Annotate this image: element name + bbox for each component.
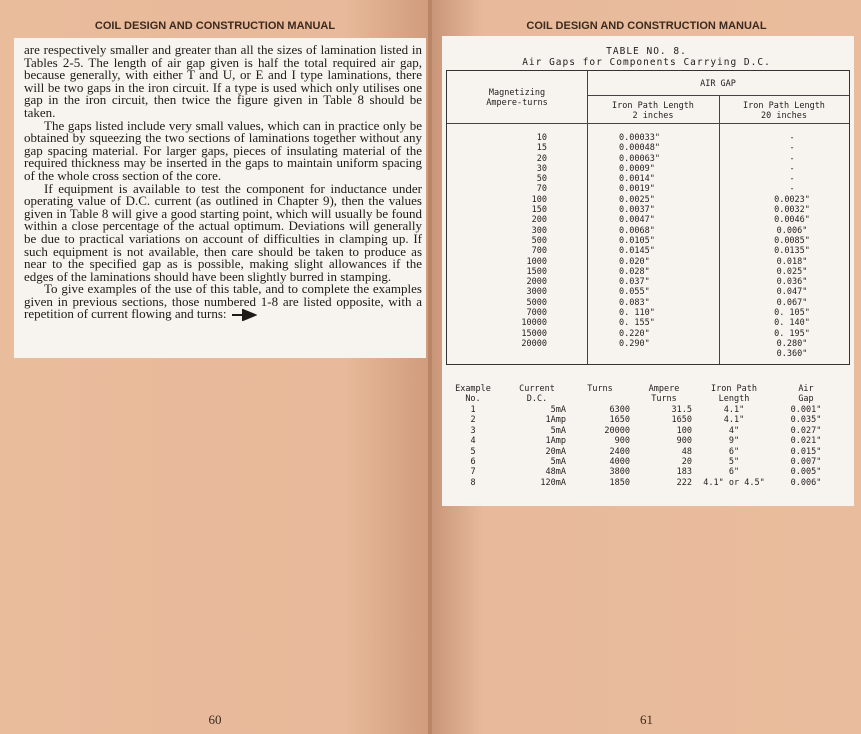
examples-col-header: Example No. xyxy=(455,384,491,404)
examples-cell: 0.015" xyxy=(790,446,822,457)
examples-cell: 20mA xyxy=(545,446,566,457)
table-cell: 0.025" xyxy=(776,266,808,277)
table-cell: 10000 xyxy=(521,318,547,329)
col-header-2-inches: Iron Path Length 2 inches xyxy=(612,101,694,121)
examples-cell: 1850 xyxy=(609,477,630,488)
table-cell: 7000 xyxy=(526,308,547,319)
examples-table xyxy=(446,372,850,502)
table-cell: 0.047" xyxy=(776,287,808,298)
examples-cell: 4 xyxy=(470,436,476,447)
table-cell: 0.00048" xyxy=(619,143,660,154)
examples-cell: 1Amp xyxy=(545,415,566,426)
examples-cell: 5mA xyxy=(550,425,566,436)
examples-cell: 222 xyxy=(676,477,692,488)
table-title: TABLE NO. 8. xyxy=(606,46,687,57)
table-cell: 0.0019" xyxy=(619,184,655,195)
paragraph-4-text: To give examples of the use of this table, and to complete the examples given in previous sections, those numbered 1-8 are listed opposite, with a repetition of current flowing and turns: xyxy=(24,281,422,322)
table-cell: 300 xyxy=(531,225,547,236)
examples-cell: 8 xyxy=(470,477,476,488)
table-cell: 2000 xyxy=(526,277,547,288)
examples-cell: 48mA xyxy=(545,467,566,478)
table-cell: 5000 xyxy=(526,297,547,308)
table-cell: 70 xyxy=(536,184,547,195)
table-cell: 0.360" xyxy=(776,349,808,360)
examples-cell: 20 xyxy=(681,457,692,468)
table-cell: 0.0145" xyxy=(619,246,655,257)
examples-cell: 5 xyxy=(470,446,476,457)
examples-cell: 6" xyxy=(728,446,740,457)
table-cell: 0.00063" xyxy=(619,153,660,164)
examples-cell: 0.005" xyxy=(790,467,822,478)
examples-cell: 4000 xyxy=(609,457,630,468)
examples-col-header: Iron Path Length xyxy=(710,384,758,404)
examples-cell: 6300 xyxy=(609,405,630,415)
left-page xyxy=(0,0,430,734)
table-cell: 0.00033" xyxy=(619,133,660,143)
table-cell: 0.290" xyxy=(619,338,650,349)
table-cell: 10 xyxy=(536,133,547,143)
examples-cell: 120mA xyxy=(540,477,566,488)
examples-column xyxy=(776,405,836,488)
col-header-20-inches: Iron Path Length 20 inches xyxy=(743,101,825,121)
table-cell: 30 xyxy=(536,163,547,174)
table-cell: 0.020" xyxy=(619,256,650,267)
examples-cell: 0.001" xyxy=(790,405,822,415)
table-cell: - xyxy=(789,143,795,154)
paragraph-4 xyxy=(24,283,422,321)
table-cell: 0.280" xyxy=(776,338,808,349)
table-8 xyxy=(446,70,850,365)
examples-cell: 20000 xyxy=(604,425,630,436)
table-cell: 15 xyxy=(536,143,547,154)
examples-cell: 4.1" xyxy=(723,405,745,415)
examples-cell: 6" xyxy=(728,467,740,478)
table-cell: - xyxy=(789,184,795,195)
examples-cell: 31.5 xyxy=(671,405,692,415)
right-page xyxy=(432,0,861,734)
examples-column xyxy=(508,405,566,488)
paragraph-2: The gaps listed include very small values, which can in practice only be obtained by squeezing the two sections of laminations together without any gap spacing material. For larger gaps, pieces of insulating material of the required thickness may be inserted in the gaps to maintain uniform spacing of the whole cross section of the core. xyxy=(24,117,422,183)
table-cell: 0.0105" xyxy=(619,235,655,246)
table-cell: 0. 195" xyxy=(774,328,810,339)
examples-cell: 1Amp xyxy=(545,436,566,447)
table-cell: - xyxy=(789,163,795,174)
examples-column xyxy=(446,405,500,488)
examples-cell: 183 xyxy=(676,467,692,478)
group-header-air-gap: AIR GAP xyxy=(700,79,736,89)
table-cell: 0.0023" xyxy=(774,194,810,205)
examples-cell: 0.006" xyxy=(790,477,822,488)
table-cell: 0. 155" xyxy=(619,318,655,329)
table-cell: 1000 xyxy=(526,256,547,267)
arrow-right-icon xyxy=(231,309,257,321)
table-cell: 0.028" xyxy=(619,266,650,277)
table-cell: 50 xyxy=(536,174,547,185)
table-cell: 0.055" xyxy=(619,287,650,298)
table-cell: 0. 110" xyxy=(619,308,655,319)
examples-cell: 0.035" xyxy=(790,415,822,426)
examples-cell: 4" xyxy=(728,425,740,436)
table-cell: 0.0085" xyxy=(774,235,810,246)
examples-cell: 6 xyxy=(470,457,476,468)
examples-cell: 4.1" or 4.5" xyxy=(703,477,765,488)
table-cell: 20 xyxy=(536,153,547,164)
table-cell: 0.0009" xyxy=(619,163,655,174)
examples-cell: 9" xyxy=(728,436,740,447)
examples-cell: 1 xyxy=(470,405,476,415)
running-head-right: COIL DESIGN AND CONSTRUCTION MANUAL xyxy=(526,20,767,32)
table-cell: - xyxy=(789,174,795,185)
table-cell: 0.0014" xyxy=(619,174,655,185)
examples-cell: 3800 xyxy=(609,467,630,478)
examples-cell: 5mA xyxy=(550,457,566,468)
examples-cell: 1650 xyxy=(609,415,630,426)
table-cell: 100 xyxy=(531,194,547,205)
examples-col-header: Turns xyxy=(587,384,613,394)
table-cell: - xyxy=(789,133,795,143)
examples-col-header: Air Gap xyxy=(798,384,814,404)
table-subtitle: Air Gaps for Components Carrying D.C. xyxy=(522,57,771,68)
table-cell: 0.037" xyxy=(619,277,650,288)
table-cell: 0.0037" xyxy=(619,205,655,216)
running-head-left: COIL DESIGN AND CONSTRUCTION MANUAL xyxy=(94,20,336,32)
examples-col-header: Ampere Turns xyxy=(648,384,680,404)
examples-cell: 3 xyxy=(470,425,476,436)
table-cell: 0.0032" xyxy=(774,205,810,216)
examples-column xyxy=(636,405,692,488)
table-cell: 0.083" xyxy=(619,297,650,308)
table-cell: 0.0047" xyxy=(619,215,655,226)
paragraph-1: are respectively smaller and greater than all the sizes of lamination listed in Tables 2-5. The length of air gap given is half the total required air gap, because generally, with either T and U, or E and I type laminations, there will be two gaps in the iron circuit. If a type is used which only utilises one gap in the iron circuit, then twice the figure given in Table 8 should be taken. xyxy=(24,42,422,120)
left-body-text xyxy=(24,44,422,321)
table-cell: 0.0068" xyxy=(619,225,655,236)
examples-cell: 900 xyxy=(676,436,692,447)
page-number-right: 61 xyxy=(640,712,653,727)
table-cell: 0.0025" xyxy=(619,194,655,205)
examples-cell: 5mA xyxy=(550,405,566,415)
examples-cell: 5" xyxy=(728,457,740,468)
examples-column xyxy=(570,405,630,488)
examples-cell: 900 xyxy=(614,436,630,447)
examples-column xyxy=(696,405,772,488)
table-cell: 0.0046" xyxy=(774,215,810,226)
examples-cell: 0.007" xyxy=(790,457,822,468)
table-cell: 0.067" xyxy=(776,297,808,308)
examples-cell: 7 xyxy=(470,467,476,478)
table-cell: 150 xyxy=(531,205,547,216)
table-cell: 1500 xyxy=(526,266,547,277)
examples-cell: 0.021" xyxy=(790,436,822,447)
examples-cell: 100 xyxy=(676,425,692,436)
table-cell: 3000 xyxy=(526,287,547,298)
examples-cell: 2400 xyxy=(609,446,630,457)
table-cell: 0. 140" xyxy=(774,318,810,329)
column-ampere-turns xyxy=(487,133,547,349)
col-header-ampere-turns: Magnetizing Ampere-turns xyxy=(486,88,548,108)
table-cell: 700 xyxy=(531,246,547,257)
paragraph-3: If equipment is available to test the component for inductance under operating value of D.C. current (as outlined in Chapter 9), then the values given in Table 8 will give a good starting point, which will usually be found within a close percentage of the actual optimum. Deviations will generally be due to practical variations on account of difficulties in clamping up. If such equipment is not available, then care should be taken to produce as near to the specified gap as is possible, making slight allowances if the edges of the laminations should have been slightly burred in stamping. xyxy=(24,180,422,284)
column-gap-2-inches xyxy=(619,133,709,349)
examples-cell: 0.027" xyxy=(790,425,822,436)
table-cell: 0.0135" xyxy=(774,246,810,257)
examples-cell: 2 xyxy=(470,415,476,426)
table-cell: 200 xyxy=(531,215,547,226)
table-cell: 0.036" xyxy=(776,277,808,288)
table-cell: 0.006" xyxy=(776,225,808,236)
table-cell: 0.220" xyxy=(619,328,650,339)
page-number-left: 60 xyxy=(208,712,222,727)
examples-col-header: Current D.C. xyxy=(519,384,555,404)
table-cell: 0.018" xyxy=(776,256,808,267)
examples-cell: 4.1" xyxy=(723,415,745,426)
column-gap-20-inches xyxy=(747,133,837,360)
table-cell: 15000 xyxy=(521,328,547,339)
table-cell: - xyxy=(789,153,795,164)
table-cell: 0. 105" xyxy=(774,308,810,319)
examples-cell: 48 xyxy=(681,446,692,457)
examples-cell: 1650 xyxy=(671,415,692,426)
table-cell: 500 xyxy=(531,235,547,246)
table-cell: 20000 xyxy=(521,338,547,349)
